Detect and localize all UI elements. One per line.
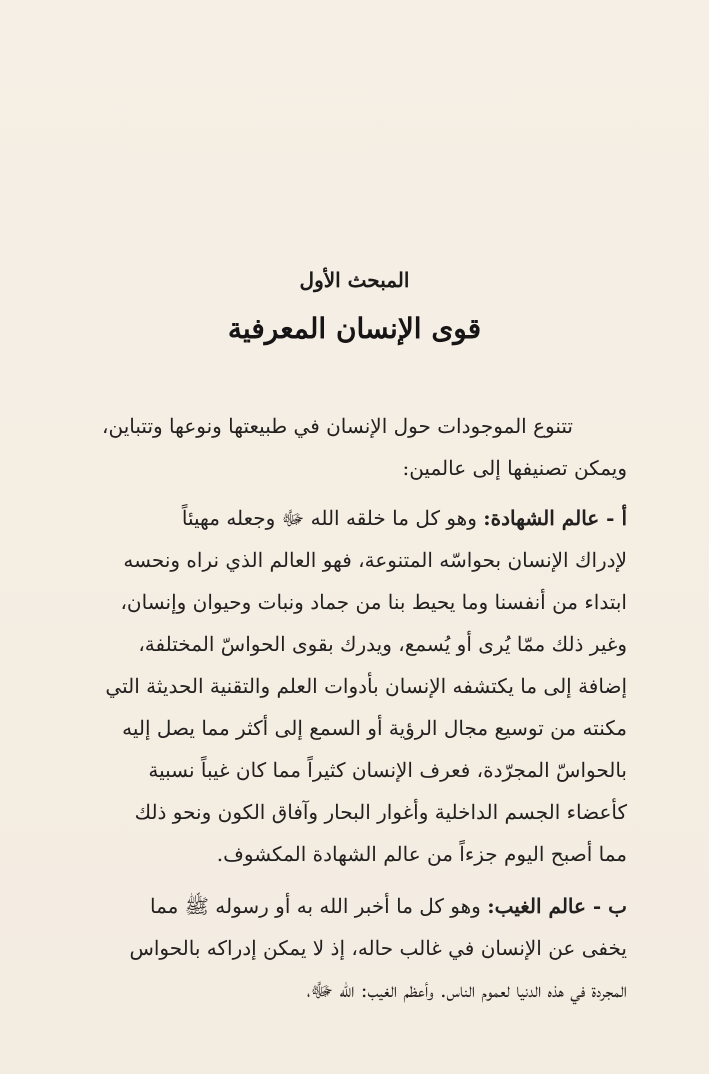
section-a-line-8: كأعضاء الجسم الداخلية وأغوار البحار وآفاق الكون ونحو ذلك [134, 800, 627, 824]
page-title: قوى الإنسان المعرفية [227, 312, 482, 345]
section-a-line-1 [92, 497, 627, 539]
section-a-line-2: لإدراك الإنسان بحواسّه المتنوعة، فهو العالم الذي نراه ونحسه [123, 548, 627, 572]
section-a-line-5: إضافة إلى ما يكتشفه الإنسان بأدوات العلم والتقنية الحديثة التي [105, 674, 627, 698]
intro-paragraph [92, 405, 627, 489]
section-b-line-2: يخفى عن الإنسان في غالب حاله، إذ لا يمكن إدراكه بالحواس [129, 936, 627, 960]
section-a-line-6: مكنته من توسيع مجال الرؤية أو السمع إلى أكثر مما يصل إليه [122, 716, 627, 740]
section-b-paragraph [92, 885, 627, 1011]
section-a-line-1-rest: وهو كل ما خلقه الله ﷻ وجعله مهيئاً [181, 506, 484, 530]
section-a-term: أ - عالم الشهادة: [483, 506, 627, 530]
section-b-line-1 [92, 885, 627, 927]
intro-line-2: ويمكن تصنيفها إلى عالمين: [402, 456, 627, 480]
section-label: المبحث الأول [299, 268, 410, 292]
section-a-line-3: ابتداء من أنفسنا وما يحيط بنا من جماد ونبات وحيوان وإنسان، [120, 590, 627, 614]
section-a-line-7: بالحواسّ المجرّدة، فعرف الإنسان كثيراً مما كان غيباً نسبية [148, 758, 627, 782]
intro-line-1: تتنوع الموجودات حول الإنسان في طبيعتها ونوعها وتتباين، [102, 414, 573, 438]
section-b-line-3: المجردة في هذه الدنيا لعموم الناس. وأعظم الغيب: الله ﷻ، [306, 978, 627, 1002]
section-a-line-9: مما أصبح اليوم جزءاً من عالم الشهادة المكشوف. [216, 842, 627, 866]
section-b-term: ب - عالم الغيب: [487, 894, 627, 918]
section-a-line-4: وغير ذلك ممّا يُرى أو يُسمع، ويدرك بقوى الحواسّ المختلفة، [138, 632, 627, 656]
section-b-line-1-rest: وهو كل ما أخبر الله به أو رسوله ﷺ مما [150, 894, 488, 918]
section-a-paragraph [92, 497, 627, 875]
